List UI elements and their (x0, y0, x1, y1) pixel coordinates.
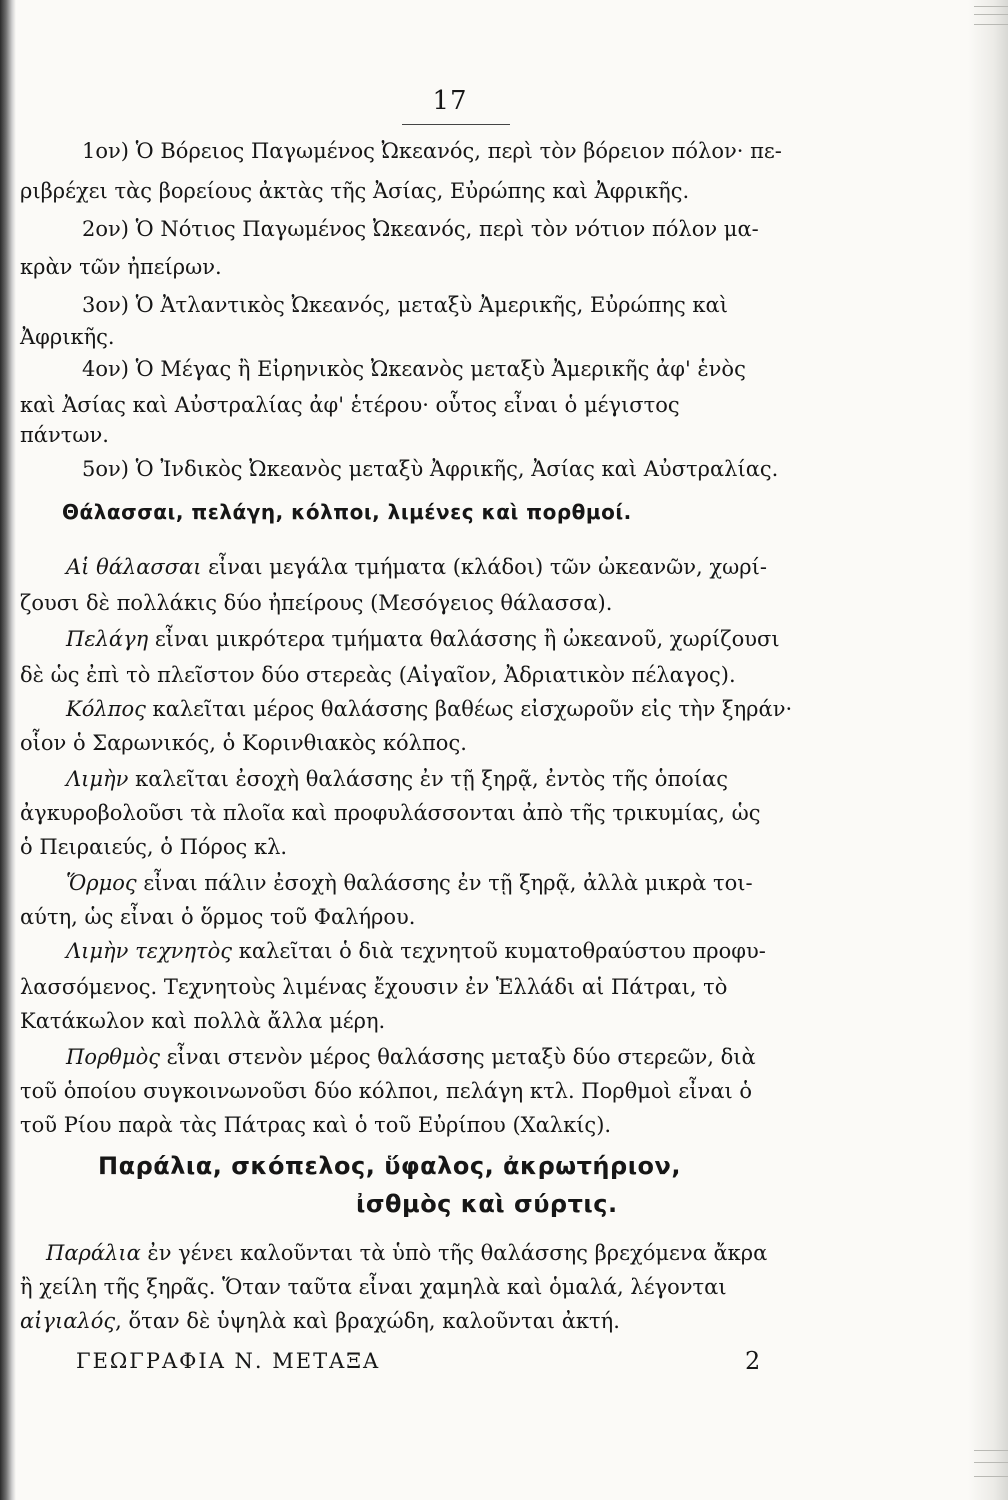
definition-artificial-harbor-line-2: λασσόμενος. Τεχνητοὺς λιμένας ἔχουσιν ἐν Ἑλλάδι αἱ Πάτραι, τὸ (20, 975, 728, 999)
definition-seas-line-1: Αἱ θάλασσαι εἶναι μεγάλα τμήματα (κλάδοι) τῶν ὠκεανῶν, χωρί- (66, 555, 767, 579)
term-kolpos: Κόλπος (66, 697, 146, 721)
definition-paralia-line-1: Παράλια ἐν γένει καλοῦνται τὰ ὑπὸ τῆς θαλάσσης βρεχόμενα ἄκρα (46, 1241, 768, 1265)
scan-left-edge (0, 0, 16, 1500)
heading-seas: Θάλασσαι, πελάγη, κόλποι, λιμένες καὶ πορθμοί. (62, 500, 632, 524)
term-artificial-harbor: Λιμὴν τεχνητὸς (66, 939, 233, 963)
ocean-2-line-2: κρὰν τῶν ἠπείρων. (20, 255, 222, 279)
term-paralia: Παράλια (46, 1241, 141, 1265)
definition-artificial-harbor-line-3: Κατάκωλον καὶ πολλὰ ἄλλα μέρη. (20, 1009, 386, 1033)
definition-artificial-harbor-line-1: Λιμὴν τεχνητὸς καλεῖται ὁ διὰ τεχνητοῦ κυματοθραύστου προφυ- (66, 939, 766, 963)
ocean-3-line-1: 3ον) Ὁ Ἀτλαντικὸς Ὠκεανός, μεταξὺ Ἀμερικῆς, Εὐρώπης καὶ (82, 293, 728, 317)
term-limin: Λιμὴν (66, 767, 129, 791)
page-number-rule (402, 124, 510, 125)
scan-right-edge (968, 0, 1008, 1500)
definition-porthmos-line-2: τοῦ ὁποίου συγκοινωνοῦσι δύο κόλποι, πελάγη κτλ. Πορθμοὶ εἶναι ὁ (20, 1079, 753, 1103)
definition-limin-line-2: ἀγκυροβολοῦσι τὰ πλοῖα καὶ προφυλάσσονται ἀπὸ τῆς τρικυμίας, ὡς (20, 801, 761, 825)
definition-ormos-line-2: αύτη, ὡς εἶναι ὁ ὅρμος τοῦ Φαλήρου. (20, 905, 416, 929)
ocean-4-line-3: πάντων. (20, 423, 109, 447)
heading-coast-line-1: Παράλια, σκόπελος, ὕφαλος, ἀκρωτήριον, (98, 1152, 681, 1180)
term-ormos: Ὅρμος (66, 871, 137, 895)
footer-signature-number: 2 (745, 1347, 761, 1375)
definition-pelagi-line-1: Πελάγη εἶναι μικρότερα τμήματα θαλάσσης ἢ ὠκεανοῦ, χωρίζουσι (66, 627, 780, 651)
definition-kolpos-line-2: οἷον ὁ Σαρωνικός, ὁ Κορινθιακὸς κόλπος. (20, 731, 467, 755)
term-seas: Αἱ θάλασσαι (66, 555, 202, 579)
definition-limin-line-1: Λιμὴν καλεῖται ἐσοχὴ θαλάσσης ἐν τῇ ξηρᾷ, ἐντὸς τῆς ὁποίας (66, 767, 728, 791)
definition-paralia-line-3: αἰγιαλός, ὅταν δὲ ὑψηλὰ καὶ βραχώδη, καλοῦνται ἀκτή. (20, 1309, 620, 1333)
footer-signature: ΓΕΩΓΡΑΦΙΑ Ν. ΜΕΤΑΞΑ (76, 1349, 381, 1373)
definition-pelagi-line-2: δὲ ὡς ἐπὶ τὸ πλεῖστον δύο στερεὰς (Αἰγαῖον, Ἀδριατικὸν πέλαγος). (20, 663, 736, 687)
term-porthmos: Πορθμὸς (66, 1045, 160, 1069)
ocean-5-line-1: 5ον) Ὁ Ἰνδικὸς Ὠκεανὸς μεταξὺ Ἀφρικῆς, Ἀσίας καὶ Αὐστραλίας. (82, 457, 779, 481)
ocean-4-line-1: 4ον) Ὁ Μέγας ἢ Εἰρηνικὸς Ὠκεανὸς μεταξὺ Ἀμερικῆς ἀφ' ἑνὸς (82, 357, 746, 381)
ocean-2-line-1: 2ον) Ὁ Νότιος Παγωμένος Ὠκεανός, περὶ τὸν νότιον πόλον μα- (82, 217, 759, 241)
term-pelagi: Πελάγη (66, 627, 149, 651)
definition-porthmos-line-3: τοῦ Ρίου παρὰ τὰς Πάτρας καὶ ὁ τοῦ Εὐρίπου (Χαλκίς). (20, 1113, 612, 1137)
definition-seas-line-2: ζουσι δὲ πολλάκις δύο ἠπείρους (Μεσόγειος θάλασσα). (20, 591, 613, 615)
definition-ormos-line-1: Ὅρμος εἶναι πάλιν ἐσοχὴ θαλάσσης ἐν τῇ ξηρᾷ, ἀλλὰ μικρὰ τοι- (66, 871, 753, 895)
ocean-4-line-2: καὶ Ἀσίας καὶ Αὐστραλίας ἀφ' ἑτέρου· οὗτος εἶναι ὁ μέγιστος (20, 393, 680, 417)
definition-kolpos-line-1: Κόλπος καλεῖται μέρος θαλάσσης βαθέως εἰσχωροῦν εἰς τὴν ξηράν· (66, 697, 793, 721)
ocean-1-line-1: 1ον) Ὁ Βόρειος Παγωμένος Ὠκεανός, περὶ τὸν βόρειον πόλον· πε- (82, 139, 782, 163)
heading-coast-line-2: ἰσθμὸς καὶ σύρτις. (356, 1190, 618, 1218)
definition-porthmos-line-1: Πορθμὸς εἶναι στενὸν μέρος θαλάσσης μεταξὺ δύο στερεῶν, διὰ (66, 1045, 756, 1069)
ocean-1-line-2: ριβρέχει τὰς βορείους ἀκτὰς τῆς Ἀσίας, Εὐρώπης καὶ Ἀφρικῆς. (20, 179, 690, 203)
term-aigialos: αἰγιαλός (20, 1309, 116, 1333)
ocean-3-line-2: Ἀφρικῆς. (20, 325, 115, 349)
definition-paralia-line-2: ἢ χείλη τῆς ξηρᾶς. Ὅταν ταῦτα εἶναι χαμηλὰ καὶ ὁμαλά, λέγονται (20, 1275, 727, 1299)
page-number: 17 (432, 86, 468, 116)
definition-limin-line-3: ὁ Πειραιεύς, ὁ Πόρος κλ. (20, 835, 288, 859)
